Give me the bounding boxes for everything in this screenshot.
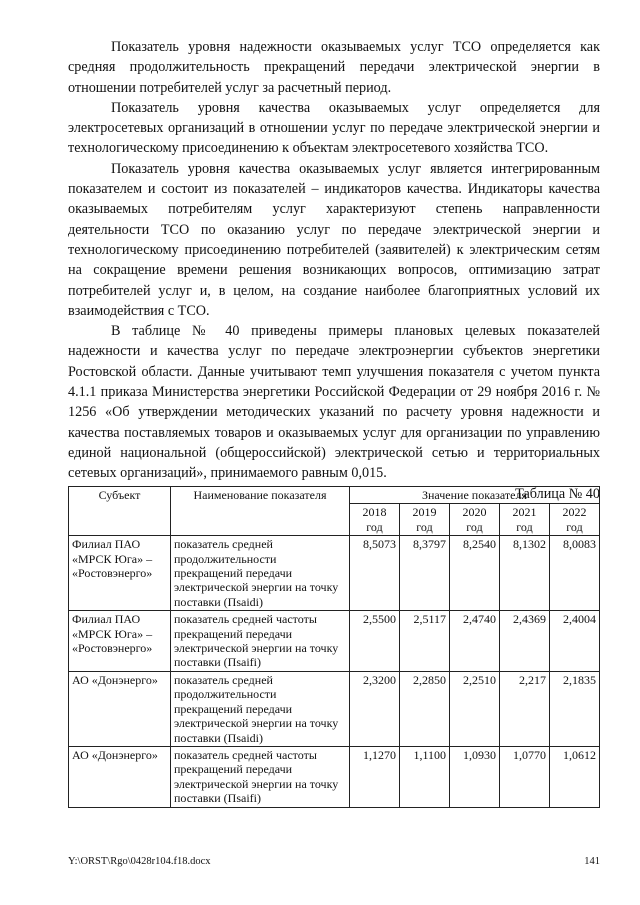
table-caption: Таблица № 40 [515,485,600,502]
header-indicator: Наименование показателя [171,487,350,536]
table-row [69,536,600,611]
cell-subject: АО «Донэнерго» [69,671,171,746]
header-year: 2018 год [350,504,400,536]
page-number: 141 [584,856,600,867]
cell-value: 1,1100 [400,746,450,807]
table-header-row [69,487,600,504]
paragraph-quality-definition: Показатель уровня качества оказываемых услуг определяется для электросетевых организаций в отношении услуг по передаче электрической энергии и технологическому присоединению к объектам электросетевого хозяйства ТСО. [68,99,600,157]
cell-value: 8,5073 [350,536,400,611]
cell-value: 1,0930 [450,746,500,807]
header-year: 2022 год [550,504,600,536]
cell-value: 2,4369 [500,611,550,672]
cell-indicator: показатель средней продолжительности прекращений передачи электрической энергии на точку поставки (Пsaidi) [171,671,350,746]
cell-value: 2,5117 [400,611,450,672]
body-text [68,37,600,504]
page-footer [68,856,600,867]
cell-value: 2,2510 [450,671,500,746]
paragraph-reliability: Показатель уровня надежности оказываемых услуг ТСО определяется как средняя продолжительность прекращений передачи электрической энергии в отношении потребителей услуг за расчетный период. [68,39,600,96]
header-value: Значение показателя [350,487,600,504]
cell-value: 8,0083 [550,536,600,611]
cell-subject: АО «Донэнерго» [69,746,171,807]
cell-value: 2,2850 [400,671,450,746]
cell-value: 2,1835 [550,671,600,746]
header-subject: Субъект [69,487,171,536]
cell-value: 2,5500 [350,611,400,672]
cell-value: 8,1302 [500,536,550,611]
indicator-table [68,486,600,808]
paragraph-quality-indicators: Показатель уровня качества оказываемых услуг является интегрированным показателем и состоит из показателей – индикаторов качества. Индикаторы качества оказываемых потребителям услуг характеризуют степень направленности деятельности ТСО по оказанию услуг по передаче электрической энергии и технологическому присоединению потребителей (заявителей) к электрическим сетям на сокращение времени решения возникающих вопросов, оптимизацию затрат потребителей услуг и, в целом, на создание наиболее благоприятных условий их взаимодействия с ТСО. [68,160,600,319]
table-row [69,671,600,746]
file-path: Y:\ORST\Rgo\0428r104.f18.docx [68,856,211,867]
cell-value: 2,4740 [450,611,500,672]
cell-indicator: показатель средней продолжительности прекращений передачи электрической энергии на точку поставки (Пsaidi) [171,536,350,611]
cell-value: 8,3797 [400,536,450,611]
cell-value: 2,4004 [550,611,600,672]
table-row [69,746,600,807]
cell-value: 1,0612 [550,746,600,807]
cell-indicator: показатель средней частоты прекращений передачи электрической энергии на точку поставки (Пsaifi) [171,746,350,807]
cell-value: 1,1270 [350,746,400,807]
cell-indicator: показатель средней частоты прекращений передачи электрической энергии на точку поставки (Пsaifi) [171,611,350,672]
header-year: 2021 год [500,504,550,536]
header-year: 2020 год [450,504,500,536]
cell-value: 8,2540 [450,536,500,611]
cell-value: 2,3200 [350,671,400,746]
cell-subject: Филиал ПАО «МРСК Юга» – «Ростовэнерго» [69,611,171,672]
cell-value: 1,0770 [500,746,550,807]
cell-value: 2,217 [500,671,550,746]
header-year: 2019 год [400,504,450,536]
cell-subject: Филиал ПАО «МРСК Юга» – «Ростовэнерго» [69,536,171,611]
table-row [69,611,600,672]
paragraph-table-intro: В таблице № 40 приведены примеры плановых целевых показателей надежности и качества услуг по передаче электроэнергии субъектов энергетики Ростовской области. Данные учитывают темп улучшения показателя с учетом пункта 4.1.1 приказа Министерства энергетики Российской Федерации от 29 ноября 2016 г. № 1256 «Об утверждении методических указаний по расчету уровня надежности и качества поставляемых товаров и оказываемых услуг для организации по управлению единой национальной (общероссийской) электрической сетью и территориальных сетевых организаций», принимаемого равным 0,015. [68,323,600,482]
